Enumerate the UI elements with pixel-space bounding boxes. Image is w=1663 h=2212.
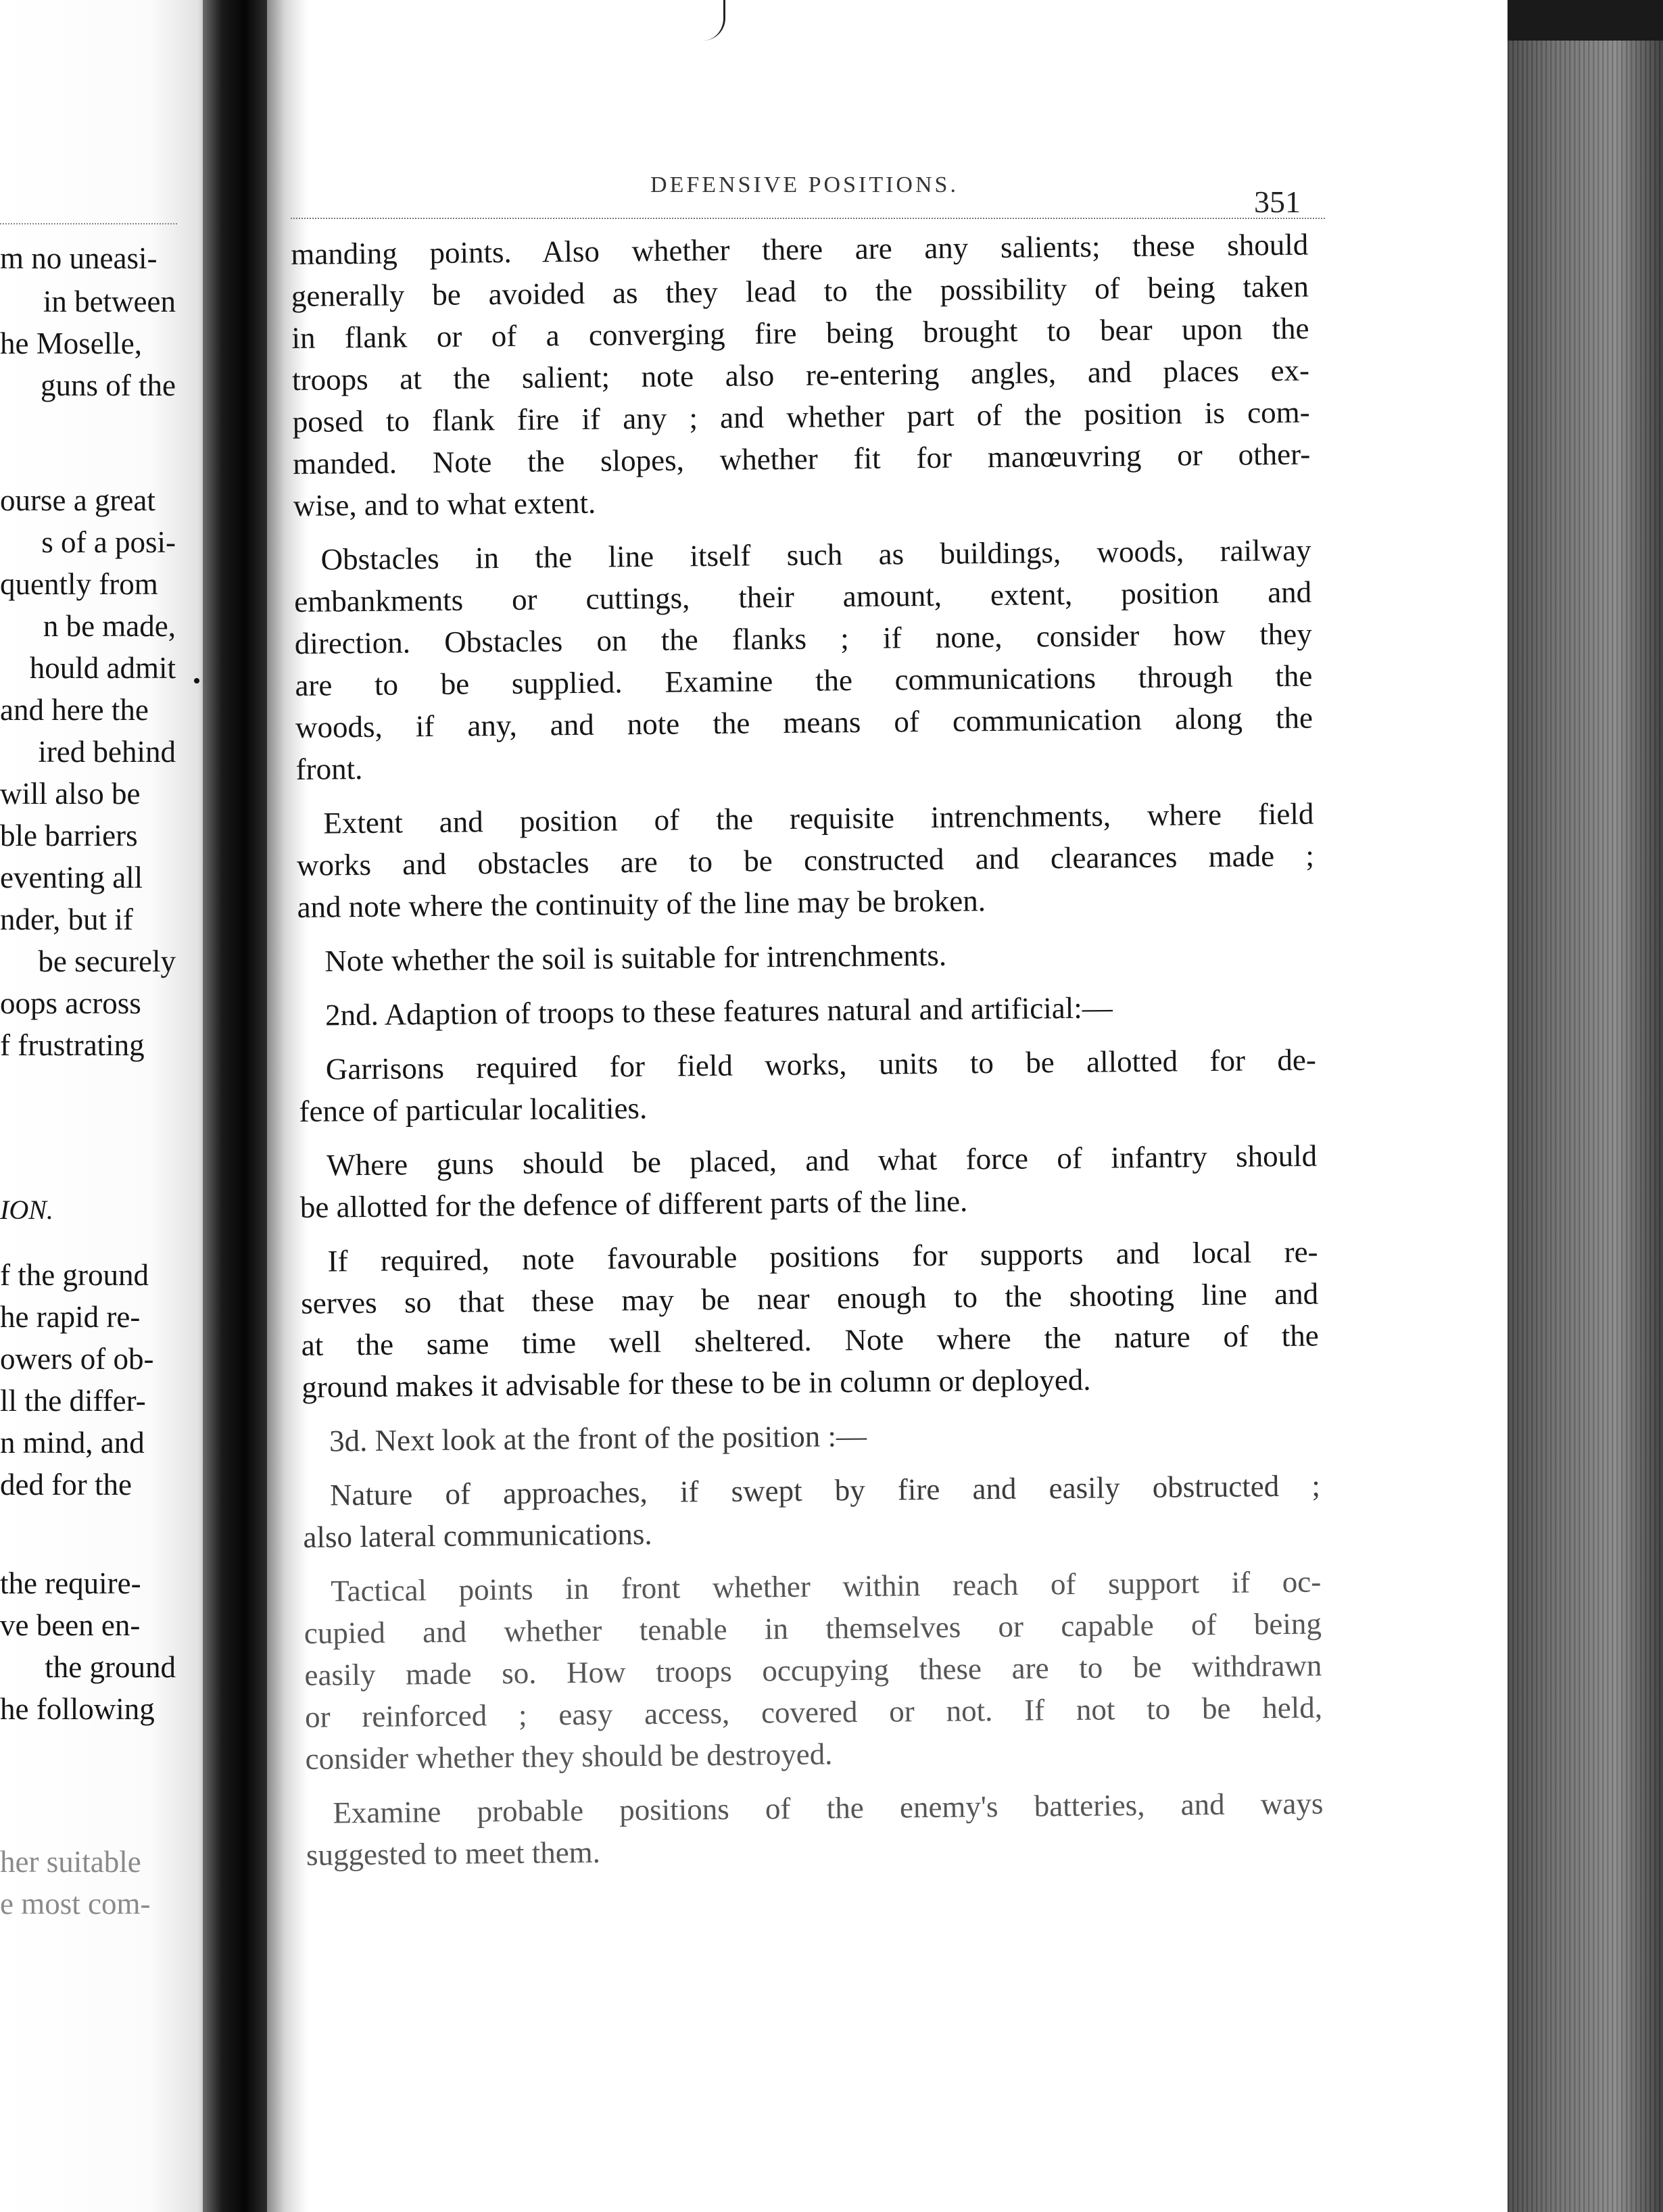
text-line: If required, note favourable positions for supports and local re- <box>327 1234 1318 1278</box>
previous-page-line: oops across <box>0 986 141 1020</box>
text-line: at the same time well sheltered. Note where the nature of the <box>301 1318 1319 1362</box>
paragraph <box>300 1230 1319 1408</box>
previous-page-line: hould admit <box>29 651 176 685</box>
previous-page-line: he rapid re- <box>0 1300 141 1334</box>
previous-page-line: he Moselle, <box>0 327 142 360</box>
previous-page-line: her suitable <box>0 1845 141 1879</box>
text-line: Note whether the soil is suitable for intrenchments. <box>324 938 947 978</box>
text-line: Garrisons required for field works, units to be allotted for de- <box>325 1042 1317 1086</box>
text-line: woods, if any, and note the means of communication along the <box>295 700 1313 744</box>
text-line: front. <box>295 752 363 786</box>
text-line: Obstacles in the line itself such as buildings, woods, railway <box>320 533 1311 577</box>
previous-page-line: in between <box>43 285 176 318</box>
previous-page-line: ded for the <box>0 1468 132 1501</box>
text-line: cupied and whether tenable in themselves or capable of being <box>304 1606 1322 1650</box>
text-line: in flank or of a converging fire being brought to bear upon the <box>291 311 1309 355</box>
book-gutter <box>203 0 267 2212</box>
previous-page-line: be securely <box>38 944 176 978</box>
page-body <box>291 224 1324 1876</box>
page-block-shadow <box>1508 0 1663 41</box>
previous-page-line: guns of the <box>41 368 176 402</box>
previous-page-line: quently from <box>0 567 158 601</box>
header-rule <box>291 218 1325 219</box>
text-line: troops at the salient; note also re-entering angles, and places ex- <box>291 353 1310 397</box>
previous-page-line: n mind, and <box>0 1426 145 1460</box>
paragraph <box>293 529 1313 790</box>
previous-page-line: the require- <box>0 1566 141 1600</box>
text-line: Tactical points in front whether within reach of support if oc- <box>331 1564 1322 1608</box>
previous-page-line: ired behind <box>38 735 176 769</box>
text-line: serves so that these may be near enough to the shooting line and <box>300 1276 1319 1320</box>
header-rule <box>0 223 177 224</box>
page-number: 351 <box>1254 185 1301 219</box>
text-line: Examine probable positions of the enemy's batteries, and ways <box>333 1786 1324 1830</box>
previous-page <box>0 0 215 2212</box>
text-line: consider whether they should be destroyed. <box>305 1737 833 1776</box>
text-line: embankments or cuttings, their amount, extent, position and <box>293 575 1312 619</box>
binding-speck <box>194 678 199 683</box>
text-line: Extent and position of the requisite intrenchments, where field <box>323 796 1314 840</box>
paragraph <box>296 793 1315 928</box>
previous-page-line: f the ground <box>0 1258 149 1292</box>
previous-page-line: nder, but if <box>0 903 133 936</box>
paragraph <box>299 1134 1318 1228</box>
paragraph <box>303 1464 1321 1558</box>
running-head: DEFENSIVE POSITIONS. <box>650 172 959 197</box>
text-line: easily made so. How troops occupying these are to be withdrawn <box>304 1648 1322 1692</box>
text-line: or reinforced ; easy access, covered or not. If not to be held, <box>304 1690 1323 1734</box>
text-line: ground makes it advisable for these to be in column or deployed. <box>302 1362 1091 1404</box>
text-line: direction. Obstacles on the flanks ; if none, consider how they <box>294 617 1312 660</box>
previous-page-line: f frustrating <box>0 1028 145 1062</box>
previous-page-line: ll the differ- <box>0 1384 146 1418</box>
text-line: suggested to meet them. <box>306 1835 601 1872</box>
text-line: wise, and to what extent. <box>293 485 596 523</box>
previous-page-line: ble barriers <box>0 819 138 852</box>
previous-page-line: ve been en- <box>0 1608 141 1642</box>
previous-page-line: and here the <box>0 693 149 727</box>
text-line: Where guns should be placed, and what force of infantry should <box>326 1138 1318 1182</box>
text-line: manded. Note the slopes, whether fit for manœuvring or other- <box>293 437 1311 481</box>
previous-page-line: will also be <box>0 777 141 811</box>
previous-page-line: ourse a great <box>0 483 155 517</box>
previous-page-line: the ground <box>45 1650 176 1684</box>
text-line: are to be supplied. Examine the communications through the <box>295 658 1313 702</box>
text-line: 2nd. Adaption of troops to these features natural and artificial:— <box>324 990 1113 1032</box>
paragraph <box>306 1782 1324 1875</box>
text-line: works and obstacles are to be constructed and clearances made ; <box>296 838 1315 882</box>
text-line: be allotted for the defence of different parts of the line. <box>299 1184 968 1224</box>
previous-page-line: eventing all <box>0 861 143 894</box>
text-line: fence of particular localities. <box>299 1091 648 1128</box>
previous-page-line: owers of ob- <box>0 1342 154 1376</box>
text-line: generally be avoided as they lead to the possibility of being taken <box>291 269 1309 313</box>
text-line: also lateral communications. <box>303 1516 652 1554</box>
previous-page-line: he following <box>0 1692 155 1726</box>
previous-page-line: m no uneasi- <box>0 241 158 275</box>
paragraph <box>304 1560 1323 1779</box>
page-block-edge <box>1508 0 1663 2212</box>
paragraph <box>299 1038 1317 1132</box>
previous-page-line: e most com- <box>0 1887 151 1921</box>
text-line: posed to flank fire if any ; and whether part of the position is com- <box>292 395 1310 439</box>
previous-page-line: ION. <box>0 1195 53 1225</box>
text-line: Nature of approaches, if swept by fire and easily obstructed ; <box>329 1468 1321 1512</box>
text-line: and note where the continuity of the line may be broken. <box>297 884 986 924</box>
text-line: manding points. Also whether there are any salients; these should <box>291 227 1309 271</box>
previous-page-line: s of a posi- <box>41 525 176 559</box>
text-line: 3d. Next look at the front of the position :— <box>329 1418 867 1458</box>
paragraph <box>291 224 1311 527</box>
previous-page-line: n be made, <box>43 609 176 643</box>
